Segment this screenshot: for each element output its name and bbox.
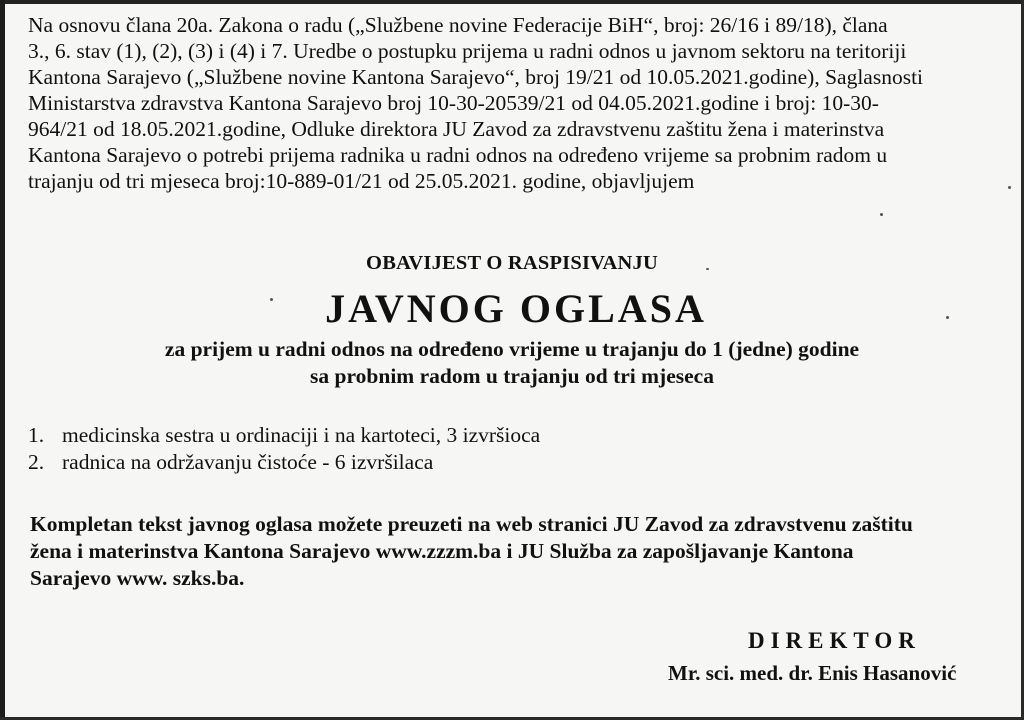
closing-line: Sarajevo www. szks.ba. xyxy=(30,566,245,590)
list-item xyxy=(28,422,540,449)
intro-line: Kantona Sarajevo („Službene novine Kantona Sarajevo“, broj 19/21 od 10.05.2021.godine), Saglasnosti xyxy=(28,65,924,89)
signature-name: Mr. sci. med. dr. Enis Hasanović xyxy=(668,661,957,685)
list-item-text: radnica na održavanju čistoće - 6 izvršilaca xyxy=(62,450,434,474)
list-item xyxy=(28,449,540,476)
subtitle-line-2: sa probnim radom u trajanju od tri mjeseca xyxy=(310,364,714,388)
print-speck xyxy=(706,268,709,270)
intro-line: trajanju od tri mjeseca broj:10-889-01/21 od 25.05.2021. godine, objavljujem xyxy=(28,169,695,193)
closing-line: žena i materinstva Kantona Sarajevo www.zzzm.ba i JU Služba za zapošljavanje Kantona xyxy=(30,539,854,563)
list-item-number: 2. xyxy=(28,450,45,474)
frame-top-border xyxy=(0,0,1024,4)
notice-heading: OBAVIJEST O RASPISIVANJU xyxy=(366,252,658,274)
legal-basis-paragraph xyxy=(28,12,1014,194)
print-speck xyxy=(880,213,883,216)
print-speck xyxy=(1008,186,1011,189)
positions-list xyxy=(28,422,540,476)
intro-line: 964/21 od 18.05.2021.godine, Odluke direktora JU Zavod za zdravstvenu zaštitu žena i materinstva xyxy=(28,117,885,141)
intro-line: 3., 6. stav (1), (2), (3) i (4) i 7. Uredbe o postupku prijema u radni odnos u javnom sektoru na teritoriji xyxy=(28,39,907,63)
subtitle-line-1: za prijem u radni odnos na određeno vrijeme u trajanju do 1 (jedne) godine xyxy=(164,337,860,361)
print-speck xyxy=(946,316,949,319)
intro-line: Na osnovu člana 20a. Zakona o radu („Službene novine Federacije BiH“, broj: 26/16 i 89/18), člana xyxy=(28,13,888,37)
intro-line: Ministarstva zdravstva Kantona Sarajevo broj 10-30-20539/21 od 04.05.2021.godine i broj: 10-30- xyxy=(28,91,879,115)
print-speck xyxy=(270,298,273,301)
list-item-text: medicinska sestra u ordinaciji i na kartoteci, 3 izvršioca xyxy=(62,423,541,447)
intro-line: Kantona Sarajevo o potrebi prijema radnika u radni odnos na određeno vrijeme sa probnim radom u xyxy=(28,143,888,167)
closing-paragraph xyxy=(30,511,1013,592)
list-item-number: 1. xyxy=(28,423,45,447)
signature-title: DIREKTOR xyxy=(748,628,921,653)
closing-line: Kompletan tekst javnog oglasa možete preuzeti na web stranici JU Zavod za zdravstvenu zaštitu xyxy=(30,512,913,536)
main-title: JAVNOG OGLASA xyxy=(325,286,707,331)
